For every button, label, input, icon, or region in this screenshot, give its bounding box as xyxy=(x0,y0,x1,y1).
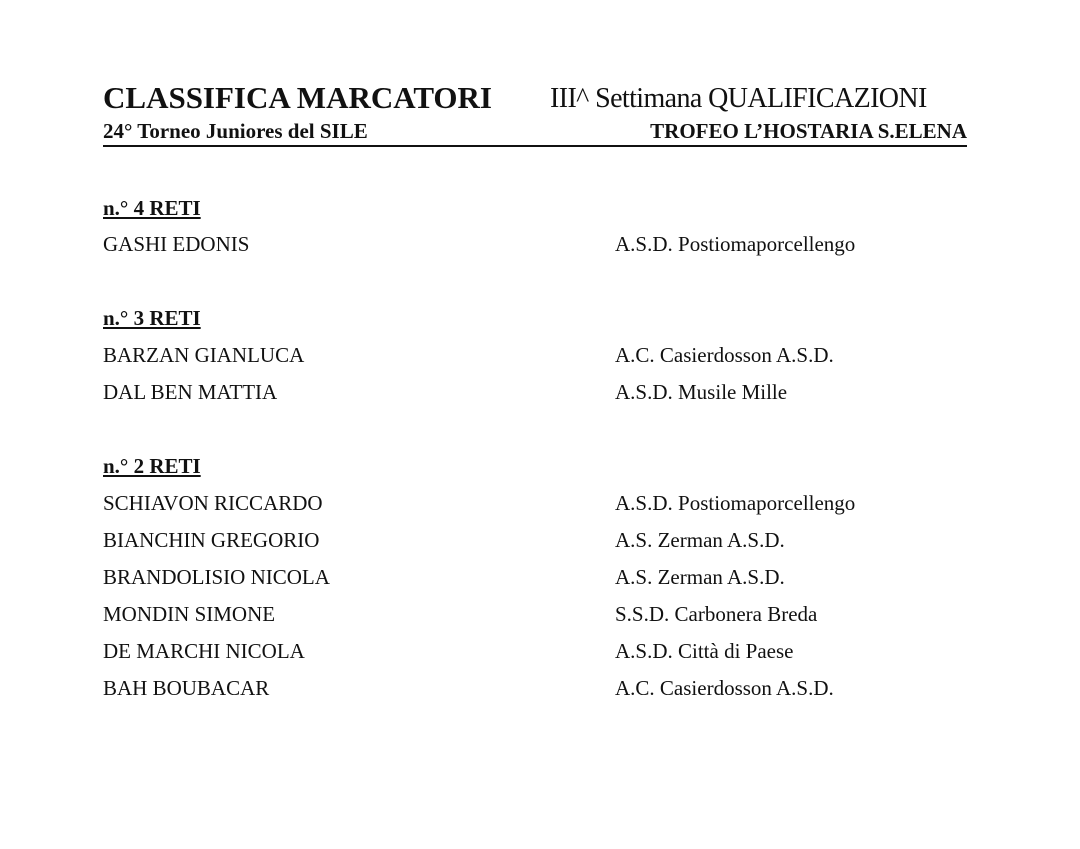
player-name: SCHIAVON RICCARDO xyxy=(103,491,323,515)
player-name: DE MARCHI NICOLA xyxy=(103,639,305,663)
section-heading-3-goals: n.° 3 RETI xyxy=(103,306,201,330)
tournament-name: 24° Torneo Juniores del SILE xyxy=(103,119,368,143)
player-name: BAH BOUBACAR xyxy=(103,676,270,700)
document-title: CLASSIFICA MARCATORI xyxy=(103,80,492,115)
club-name: A.S.D. Postiomaporcellengo xyxy=(615,232,856,256)
player-name: BIANCHIN GREGORIO xyxy=(103,528,320,552)
club-name: A.S. Zerman A.S.D. xyxy=(615,528,785,552)
club-name: A.S.D. Città di Paese xyxy=(615,639,794,663)
club-name: A.S. Zerman A.S.D. xyxy=(615,565,785,589)
club-name: S.S.D. Carbonera Breda xyxy=(615,602,818,626)
player-name: BRANDOLISIO NICOLA xyxy=(103,565,330,589)
club-name: A.S.D. Musile Mille xyxy=(615,380,788,404)
club-name: A.C. Casierdosson A.S.D. xyxy=(615,676,834,700)
club-name: A.C. Casierdosson A.S.D. xyxy=(615,343,834,367)
week-label: III^ Settimana QUALIFICAZIONI xyxy=(550,83,927,114)
section-heading-2-goals: n.° 2 RETI xyxy=(103,454,201,478)
club-name: A.S.D. Postiomaporcellengo xyxy=(615,491,856,515)
trophy-name: TROFEO L’HOSTARIA S.ELENA xyxy=(650,119,967,143)
section-heading-4-goals: n.° 4 RETI xyxy=(103,196,201,220)
player-name: BARZAN GIANLUCA xyxy=(103,343,305,367)
player-name: MONDIN SIMONE xyxy=(103,602,276,626)
player-name: DAL BEN MATTIA xyxy=(103,380,278,404)
subtitle-row xyxy=(103,118,967,147)
player-name: GASHI EDONIS xyxy=(103,232,250,256)
